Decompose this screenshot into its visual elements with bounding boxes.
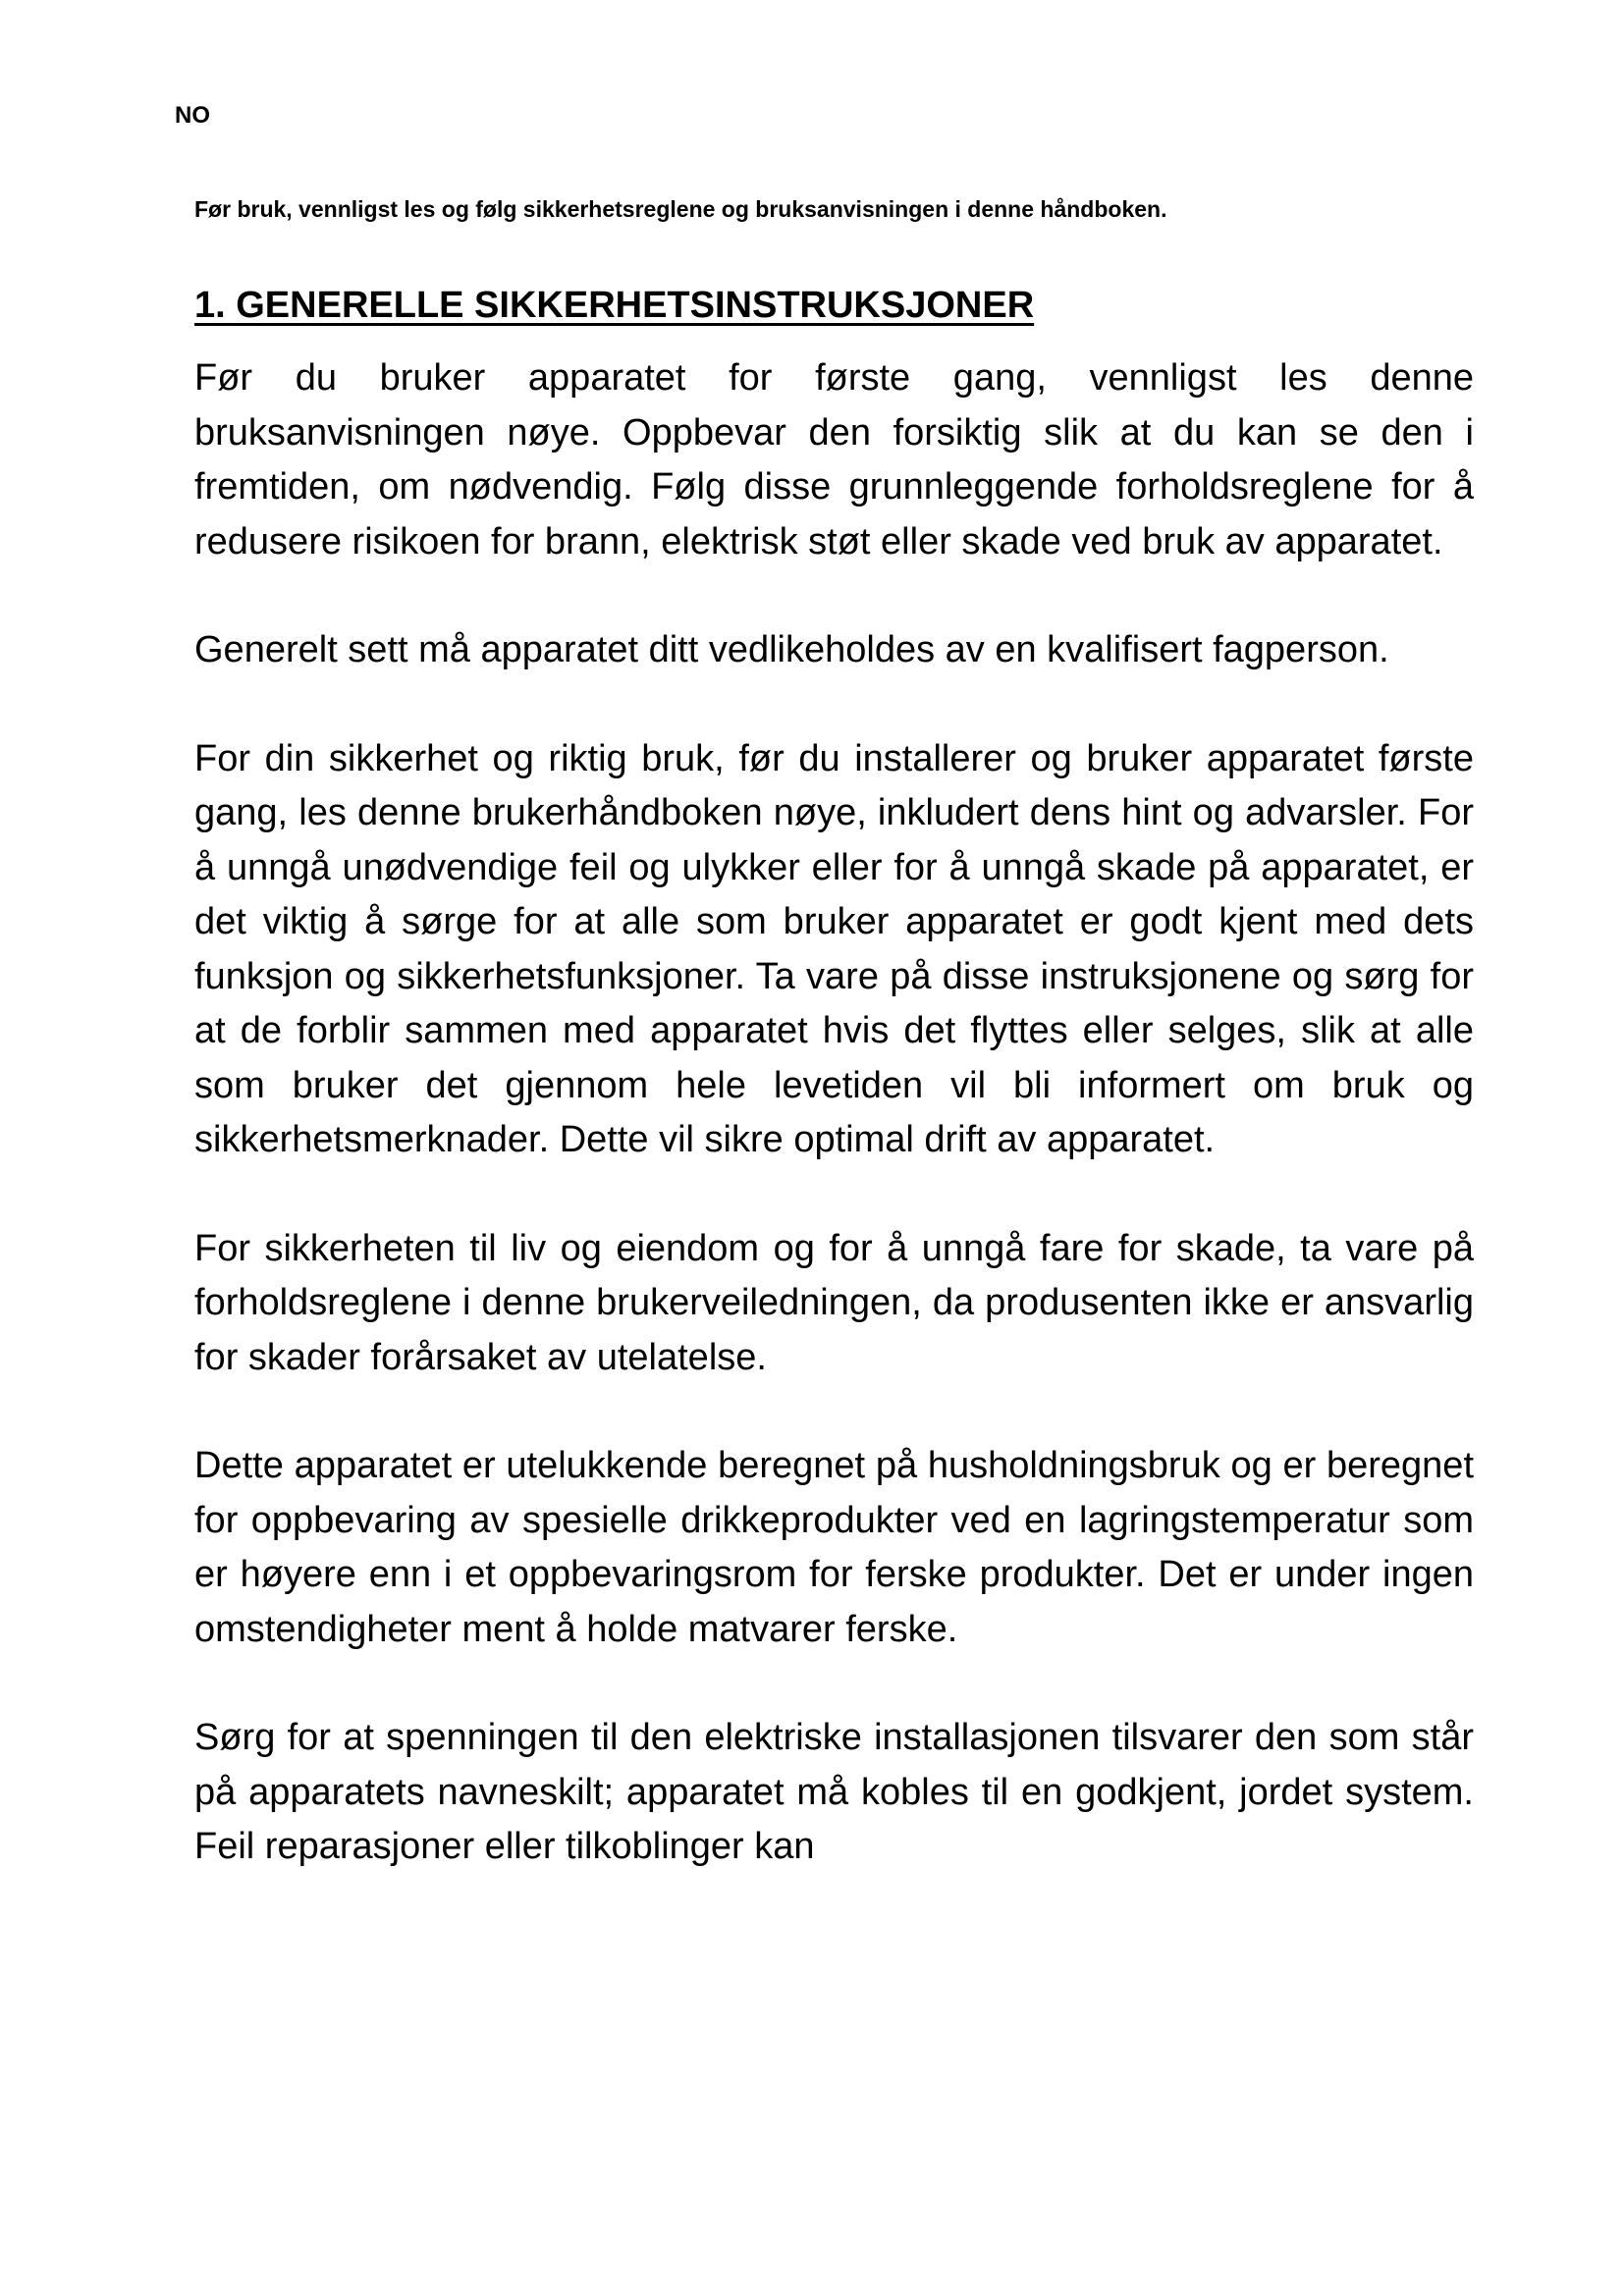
intro-line: Før bruk, vennligst les og følg sikkerhetsreglene og bruksanvisningen i denne håndboken. bbox=[194, 196, 1167, 222]
paragraph: For sikkerheten til liv og eiendom og for å unngå fare for skade, ta vare på forholdsreglene i denne brukerveiledningen, da produsenten ikke er ansvarlig for skader forårsaket av utelatelse. bbox=[194, 1227, 1474, 1378]
paragraph: Før du bruker apparatet for første gang, vennligst les denne bruksanvisningen nøye. Oppbevar den forsiktig slik at du kan se den i fremtiden, om nødvendig. Følg disse grunnleggende forholdsreglene for å redusere risikoen for brann, elektrisk støt eller skade ved bruk av apparatet. bbox=[194, 357, 1474, 562]
section-general-safety bbox=[194, 281, 1474, 1929]
language-code: NO bbox=[175, 102, 210, 129]
paragraph: Generelt sett må apparatet ditt vedlikeholdes av en kvalifisert fagperson. bbox=[194, 629, 1389, 670]
paragraph: Dette apparatet er utelukkende beregnet på husholdningsbruk og er beregnet for oppbevaring av spesielle drikkeprodukter ved en lagringstemperatur som er høyere enn i et oppbevaringsrom for ferske produkter. Det er under ingen omstendigheter ment å holde matvarer ferske. bbox=[194, 1445, 1474, 1650]
section-heading: 1. GENERELLE SIKKERHETSINSTRUKSJONER bbox=[194, 285, 1035, 326]
paragraph: For din sikkerhet og riktig bruk, før du installerer og bruker apparatet første gang, les denne brukerhåndboken nøye, inkludert dens hint og advarsler. For å unngå unødvendige feil og ulykker eller for å unngå skade på apparatet, er det viktig å sørge for at alle som bruker apparatet er godt kjent med dets funksjon og sikkerhetsfunksjoner. Ta vare på disse instruksjonene og sørg for at de forblir sammen med apparatet hvis det flyttes eller selges, slik at alle som bruker det gjennom hele levetiden vil bli informert om bruk og sikkerhetsmerknader. Dette vil sikre optimal drift av apparatet. bbox=[194, 737, 1474, 1160]
paragraph: Sørg for at spenningen til den elektriske installasjonen tilsvarer den som står på apparatets navneskilt; apparatet må kobles til en godkjent, jordet system. Feil reparasjoner eller tilkoblinger kan bbox=[194, 1717, 1474, 1867]
